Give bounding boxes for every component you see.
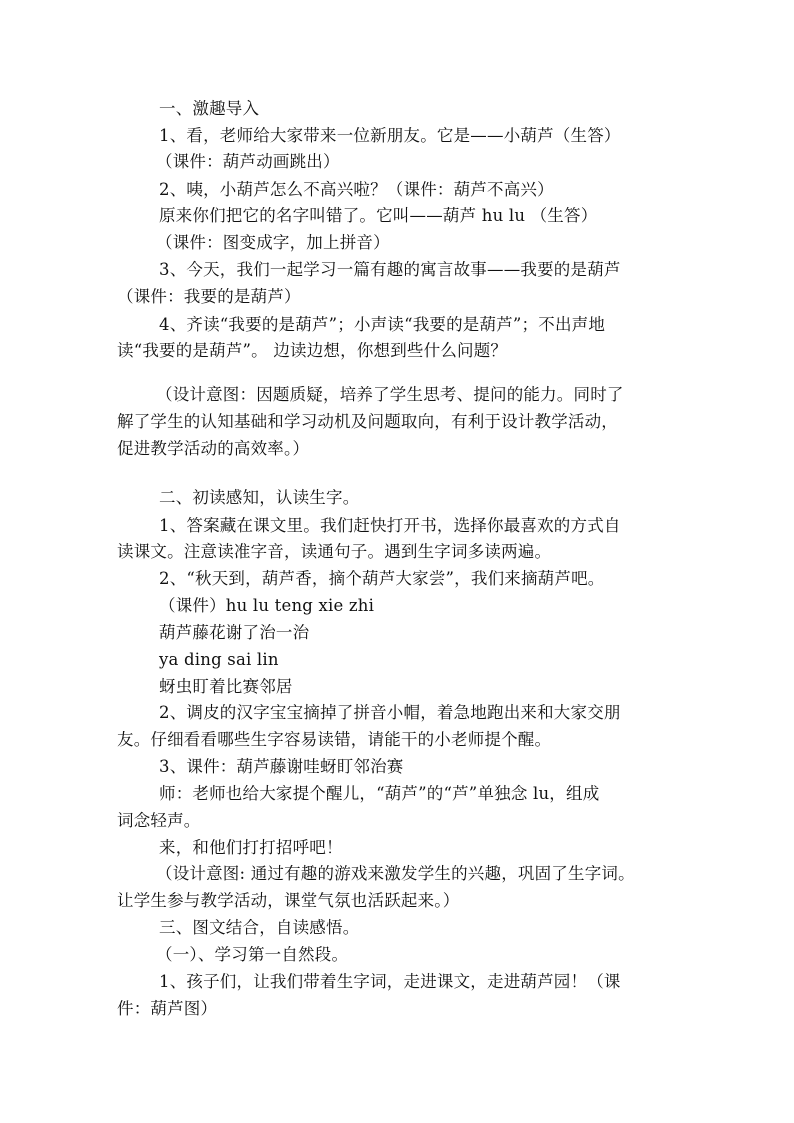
text-line: 读“我要的是葫芦”。 边读边想，你想到些什么问题？ xyxy=(117,341,508,360)
text-line: 促进教学活动的高效率。） xyxy=(117,439,310,458)
text-line: （课件：图变成字，加上拼音） xyxy=(156,233,390,252)
section-heading: 二、初读感知，认读生字。 xyxy=(159,488,360,507)
text-line: 来，和他们打打招呼吧！ xyxy=(159,838,343,857)
text-line: 一、激趣导入 xyxy=(159,99,260,118)
text-line: 葫芦藤花谢了治一治 xyxy=(159,623,310,642)
text-line: 1、答案藏在课文里。我们赶快打开书，选择你最喜欢的方式自 xyxy=(159,516,621,535)
text-line: 词念轻声。 xyxy=(117,811,201,830)
pinyin-line: ya ding sai lin xyxy=(159,650,279,669)
text-line: （设计意图: 通过有趣的游戏来激发学生的兴趣，巩固了生字词。 xyxy=(156,864,635,883)
text-line: 师：老师也给大家提个醒儿，“葫芦”的“芦”单独念 lu，组成 xyxy=(159,784,600,803)
text-line: 3、今天，我们一起学习一篇有趣的寓言故事——我要的是葫芦 xyxy=(159,260,621,279)
text-line: （课件：葫芦动画跳出） xyxy=(156,152,340,171)
text-line: 件：葫芦图） xyxy=(117,999,218,1018)
text-line: （设计意图：因题质疑，培养了学生思考、提问的能力。同时了 xyxy=(156,385,624,404)
text-line: 3、课件：葫芦藤谢哇蚜盯邻治赛 xyxy=(159,757,404,776)
text-line: 解了学生的认知基础和学习动机及问题取向，有利于设计教学活动， xyxy=(117,412,618,431)
text-line: 1、看，老师给大家带来一位新朋友。它是——小葫芦（生答） xyxy=(159,126,621,145)
text-line: 2、咦，小葫芦怎么不高兴啦？（课件：葫芦不高兴） xyxy=(159,180,554,199)
text-line: （一）、学习第一自然段。 xyxy=(156,945,349,964)
text-line: 2、“秋天到，葫芦香，摘个葫芦大家尝”，我们来摘葫芦吧。 xyxy=(159,569,605,588)
text-line: 原来你们把它的名字叫错了。它叫——葫芦 hu lu （生答） xyxy=(159,206,598,225)
text-line: 1、孩子们，让我们带着生字词，走进课文，走进葫芦园！（课 xyxy=(159,972,621,991)
section-heading: 三、图文结合，自读感悟。 xyxy=(159,918,360,937)
text-line: 2、调皮的汉字宝宝摘掉了拼音小帽，着急地跑出来和大家交朋 xyxy=(159,703,621,722)
text-line: （课件：我要的是葫芦） xyxy=(117,287,301,306)
text-line: 友。仔细看看哪些生字容易读错，请能干的小老师提个醒。 xyxy=(117,730,552,749)
text-line: 蚜虫盯着比赛邻居 xyxy=(159,677,293,696)
pinyin-line: （课件）hu lu teng xie zhi xyxy=(159,596,375,615)
text-line: 4、齐读“我要的是葫芦”；小声读“我要的是葫芦”；不出声地 xyxy=(159,315,606,334)
text-line: 读课文。注意读准字音，读通句子。遇到生字词多读两遍。 xyxy=(117,542,552,561)
text-line: 让学生参与教学活动，课堂气氛也活跃起来。） xyxy=(117,891,460,910)
